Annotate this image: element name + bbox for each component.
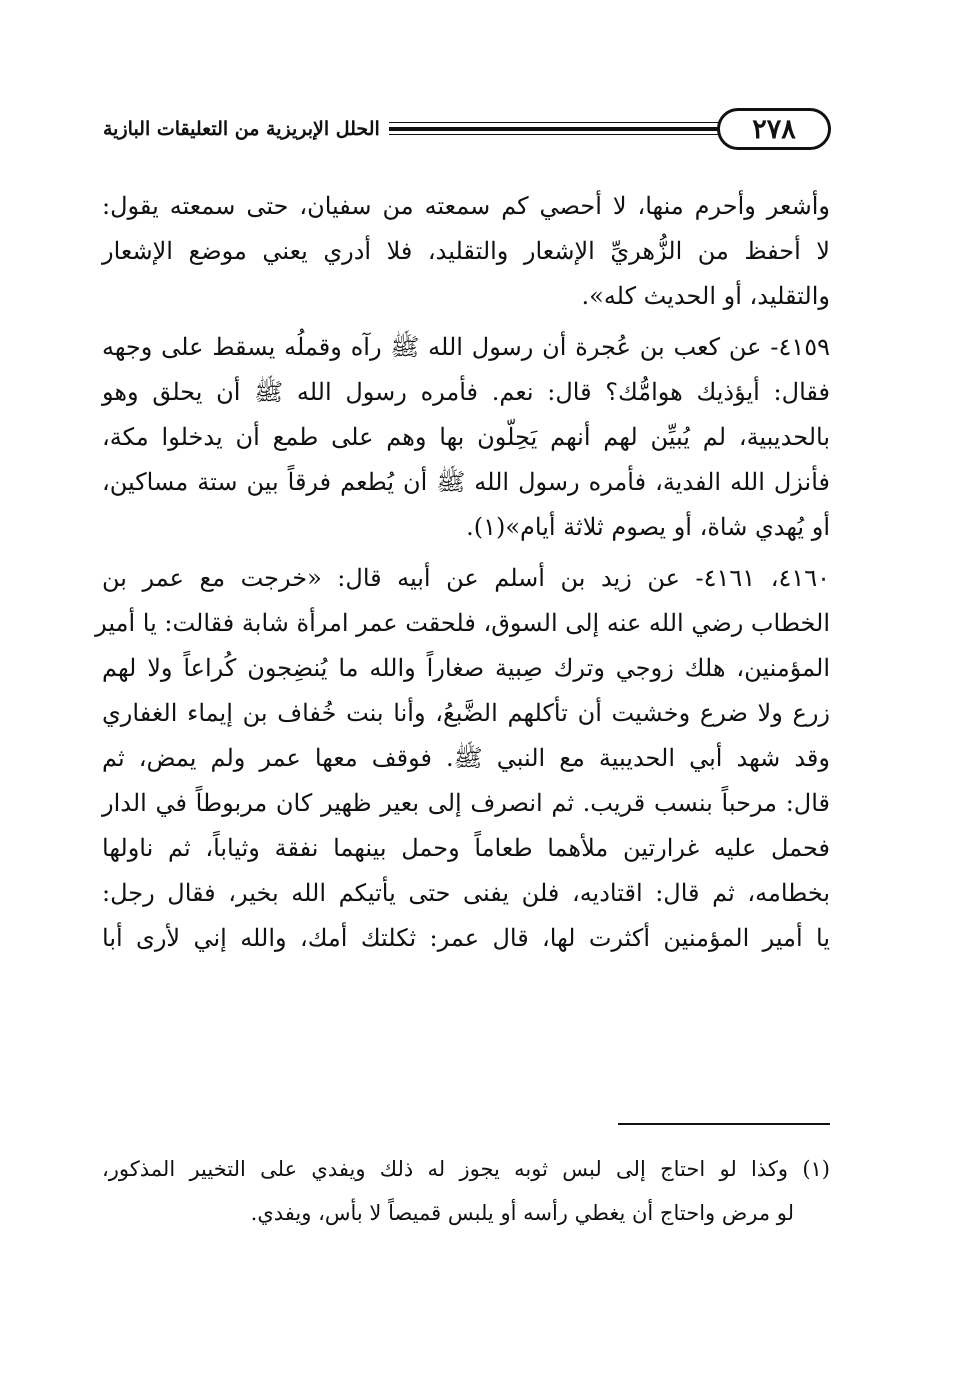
text-line: ٤١٥٩- عن كعب بن عُجرة أن رسول الله ﷺ رآه وقملُه يسقط على وجهه — [102, 333, 830, 361]
text-line: الخطاب رضي الله عنه إلى السوق، فلحقت عمر امرأة شابة فقالت: يا أمير — [95, 609, 830, 637]
hadith-paragraph — [95, 556, 830, 961]
footnote-line: (١) وكذا لو احتاج إلى لبس ثوبه يجوز له ذلك ويفدي على التخيير المذكور، — [102, 1157, 830, 1181]
text-line: بالحديبية، لم يُبيِّن لهم أنهم يَحِلّون بها وهم على طمع أن يدخلوا مكة، — [102, 423, 830, 451]
page-header — [103, 98, 831, 160]
text-line: فأنزل الله الفدية، فأمره رسول الله ﷺ أن يُطعم فرقاً بين ستة مساكين، — [102, 468, 830, 496]
text-line: المؤمنين، هلك زوجي وترك صِبية صغاراً والله ما يُنضِجون كُراعاً ولا لهم — [102, 654, 830, 682]
footnote-line: لو مرض واحتاج أن يغطي رأسه أو يلبس قميصاً لا بأس، ويفدي. — [250, 1201, 794, 1225]
text-line: قال: مرحباً بنسب قريب. ثم انصرف إلى بعير ظهير كان مربوطاً في الدار — [102, 789, 830, 817]
footnotes — [102, 1147, 830, 1235]
running-title: الحلل الإبريزية من التعليقات البازية — [103, 118, 380, 140]
text-line: بخطامه، ثم قال: اقتاديه، فلن يفنى حتى يأتيكم الله بخير، فقال رجل: — [102, 879, 830, 907]
text-line: زرع ولا ضرع وخشيت أن تأكلهم الضَّبعُ، وأنا بنت خُفاف بن إيماء الغفاري — [102, 699, 830, 727]
main-text — [95, 184, 831, 967]
page-number: ٢٧٨ — [717, 108, 831, 150]
hadith-paragraph — [102, 325, 830, 550]
footnote-separator — [618, 1123, 830, 1125]
text-line: فقال: أيؤذيك هوامُّك؟ قال: نعم. فأمره رسول الله ﷺ أن يحلق وهو — [102, 378, 831, 406]
text-line: لا أحفظ من الزُّهريِّ الإشعار والتقليد، فلا أدري يعني موضع الإشعار — [102, 237, 830, 265]
header-rule — [389, 121, 719, 137]
paragraph — [102, 184, 830, 319]
text-line: ٤١٦٠، ٤١٦١- عن زيد بن أسلم عن أبيه قال: «خرجت مع عمر بن — [102, 564, 830, 592]
text-line: وقد شهد أبي الحديبية مع النبي ﷺ. فوقف معها عمر ولم يمض، ثم — [102, 744, 830, 772]
text-line: فحمل عليه غرارتين ملأهما طعاماً وحمل بينهما نفقة وثياباً، ثم ناولها — [102, 834, 830, 862]
text-line: يا أمير المؤمنين أكثرت لها، قال عمر: ثكلتك أمك، والله إني لأرى أبا — [102, 924, 830, 952]
text-line: أو يُهدي شاة، أو يصوم ثلاثة أيام»(١). — [466, 513, 830, 541]
text-line: والتقليد، أو الحديث كله». — [581, 282, 830, 310]
text-line: وأشعر وأحرم منها، لا أحصي كم سمعته من سفيان، حتى سمعته يقول: — [102, 192, 830, 220]
